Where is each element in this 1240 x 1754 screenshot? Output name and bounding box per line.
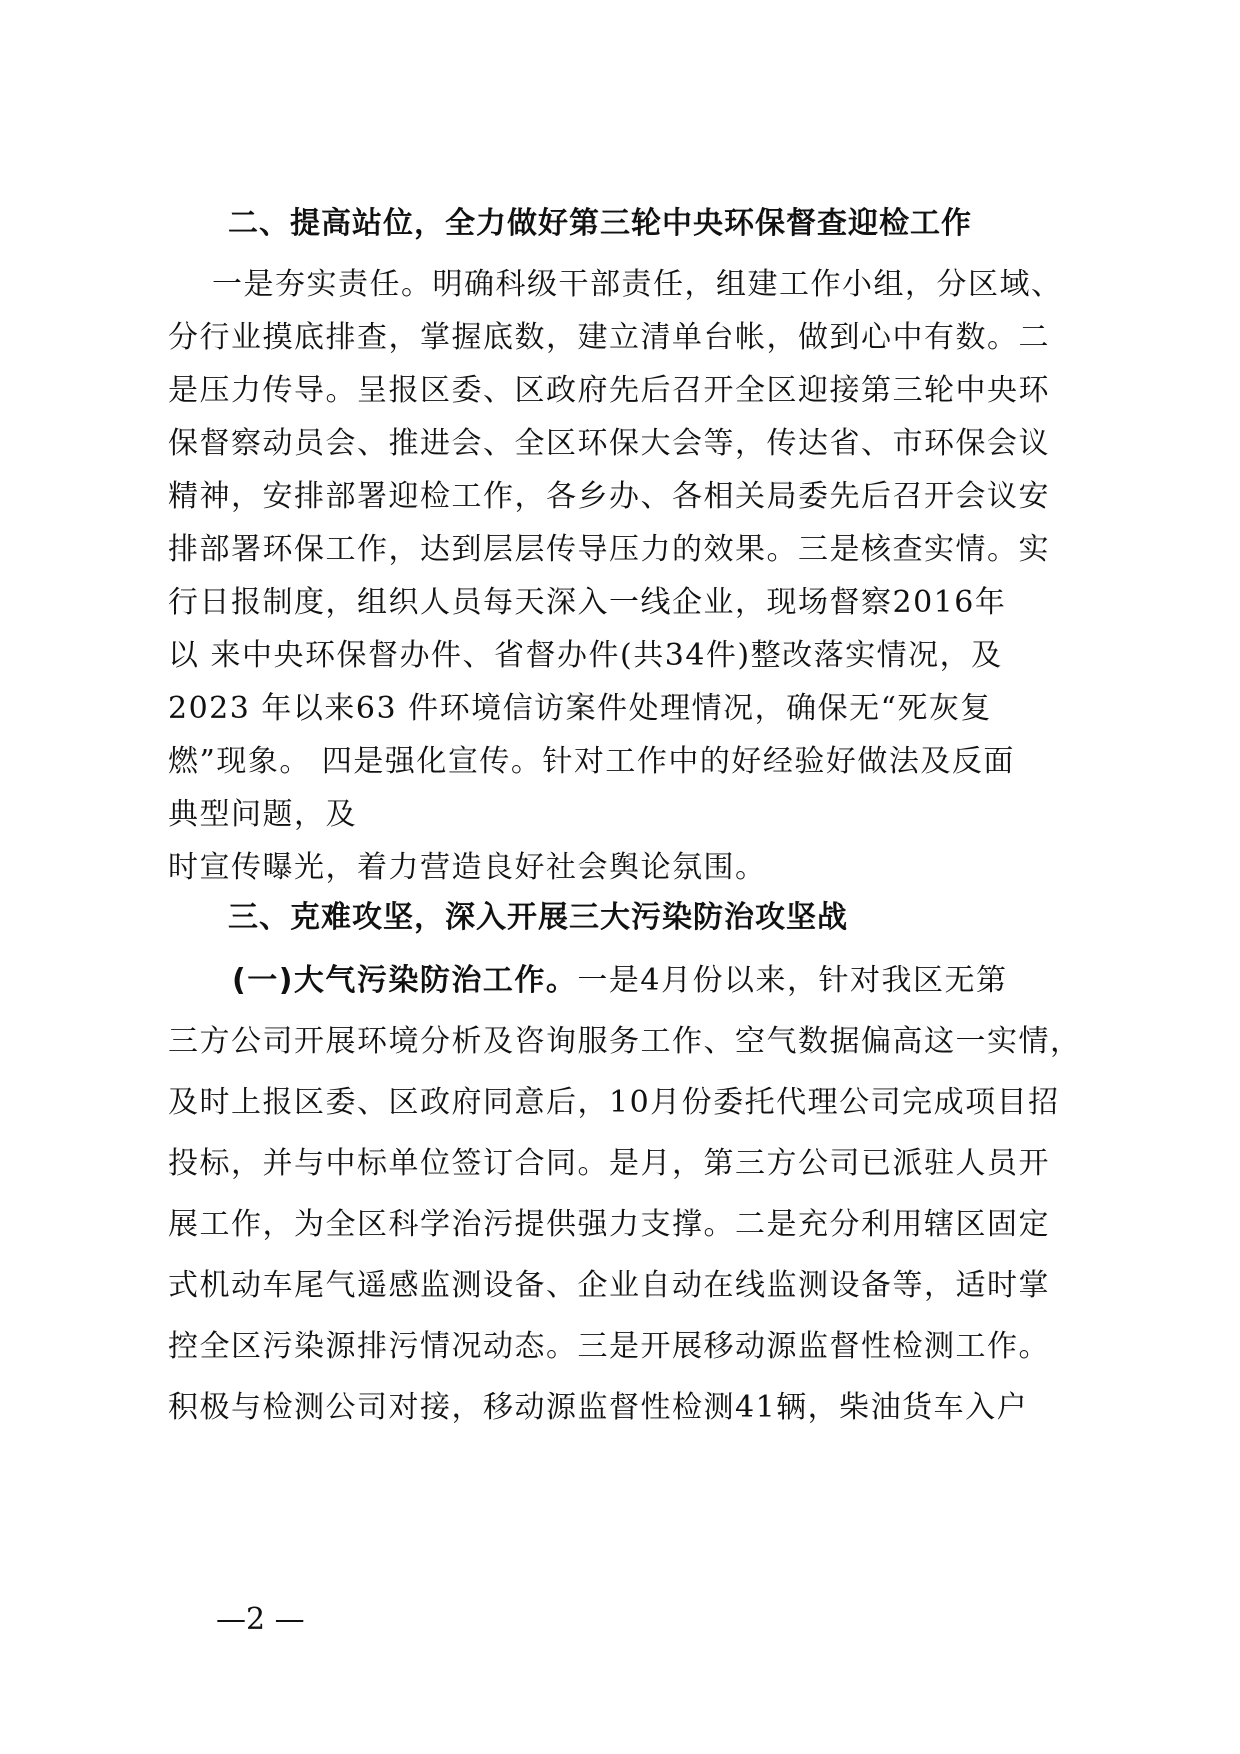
paragraph-line: 控全区污染源排污情况动态。三是开展移动源监督性检测工作。 (168, 1329, 1050, 1364)
paragraph-text: 一是4月份以来，针对我区无第 (577, 963, 1008, 998)
paragraph-line: 以 来中央环保督办件、省督办件(共34件)整改落实情况，及 (168, 638, 1003, 673)
paragraph-line: 典型问题，及 (168, 797, 357, 832)
paragraph-line: 三方公司开展环境分析及咨询服务工作、空气数据偏高这一实情， (168, 1024, 1082, 1059)
paragraph-line: 及时上报区委、区政府同意后，10月份委托代理公司完成项目招 (168, 1085, 1060, 1120)
paragraph-line: 行日报制度，组织人员每天深入一线企业，现场督察2016年 (168, 585, 1007, 620)
paragraph-line: 式机动车尾气遥感监测设备、企业自动在线监测设备等，适时掌 (168, 1268, 1050, 1303)
paragraph-line: 精神，安排部署迎检工作，各乡办、各相关局委先后召开会议安 (168, 479, 1050, 514)
section-heading: 二、提高站位，全力做好第三轮中央环保督查迎检工作 (228, 206, 972, 241)
section-heading: 三、克难攻坚，深入开展三大污染防治攻坚战 (228, 900, 848, 935)
paragraph-line: 排部署环保工作，达到层层传导压力的效果。三是核查实情。实 (168, 532, 1050, 567)
paragraph-line: 投标，并与中标单位签订合同。是月，第三方公司已派驻人员开 (168, 1146, 1050, 1181)
page-number: —2 — (216, 1602, 305, 1637)
paragraph-line: 分行业摸底排查，掌握底数，建立清单台帐，做到心中有数。二 (168, 320, 1050, 355)
paragraph-line: 积极与检测公司对接，移动源监督性检测41辆，柴油货车入户 (168, 1390, 1029, 1425)
paragraph-line: 时宣传曝光，着力营造良好社会舆论氛围。 (168, 850, 767, 885)
sub-heading: (一)大气污染防治工作。 (232, 963, 578, 998)
paragraph-line: 是压力传导。呈报区委、区政府先后召开全区迎接第三轮中央环 (168, 373, 1050, 408)
paragraph-line: 2023 年以来63 件环境信访案件处理情况，确保无“死灰复 (168, 691, 992, 726)
paragraph-line: 保督察动员会、推进会、全区环保大会等，传达省、市环保会议 (168, 426, 1050, 461)
paragraph-line: 展工作，为全区科学治污提供强力支撑。二是充分利用辖区固定 (168, 1207, 1050, 1242)
paragraph-line: 一是夯实责任。明确科级干部责任，组建工作小组，分区域、 (212, 267, 1063, 302)
paragraph-line: 燃”现象。 四是强化宣传。针对工作中的好经验好做法及反面 (168, 744, 1015, 779)
paragraph-line (232, 961, 1008, 1001)
